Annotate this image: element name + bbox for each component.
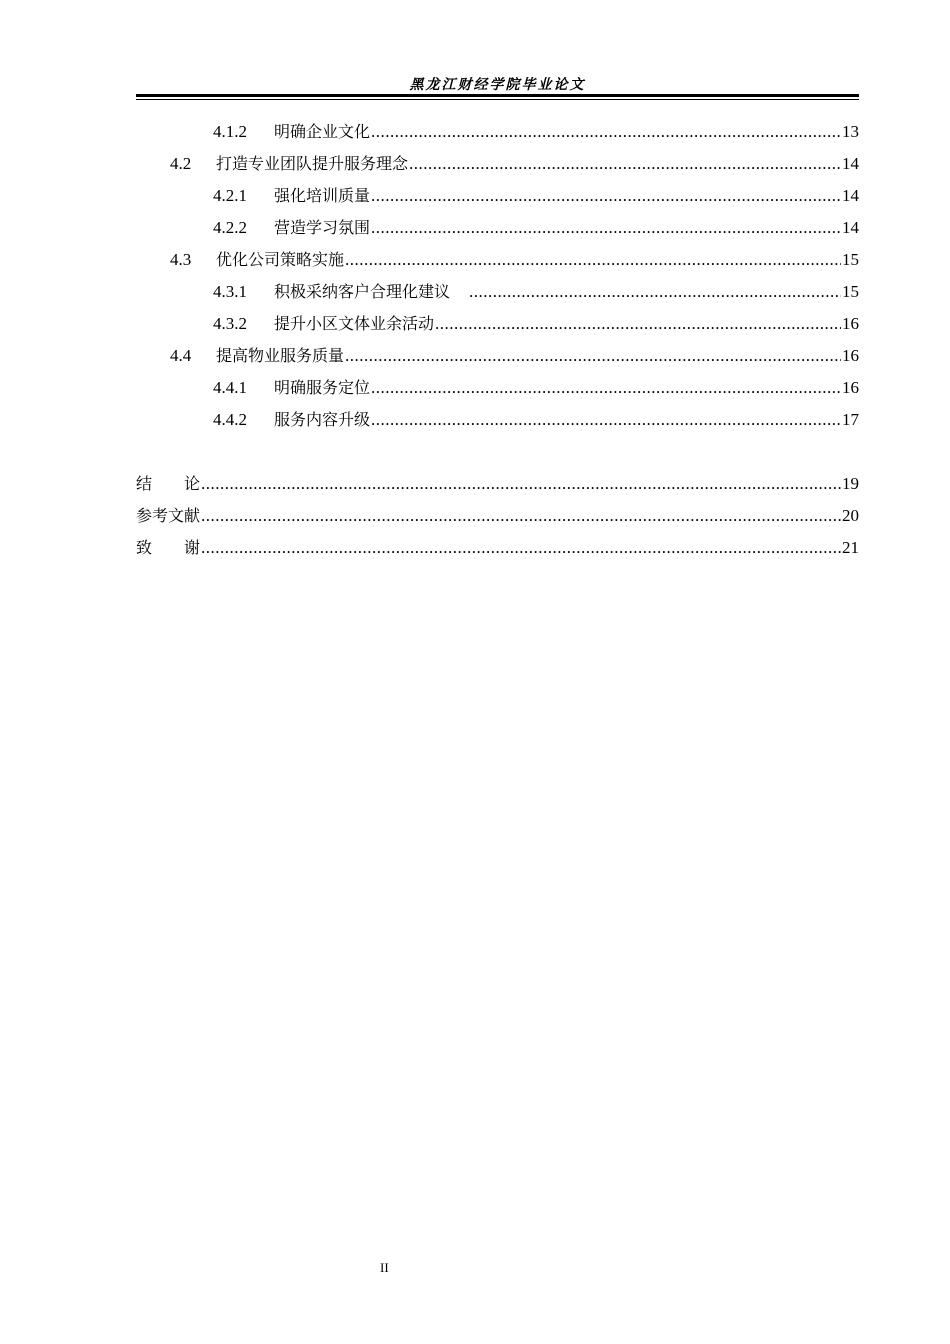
dot-leader	[201, 468, 841, 500]
toc-entry-title: 提高物业服务质量	[216, 346, 345, 365]
toc-entry-number: 4.3.1	[213, 282, 247, 301]
dot-leader	[371, 180, 841, 212]
toc-entry-page: 16	[842, 314, 859, 333]
toc-entry-4-3-2[interactable]	[136, 308, 859, 340]
toc-entry-number: 4.2.2	[213, 218, 247, 237]
toc-entry-4-2[interactable]	[136, 148, 859, 180]
toc-entry-number: 4.3.2	[213, 314, 247, 333]
toc-entry-title: 强化培训质量	[274, 186, 371, 205]
toc-entry-title: 明确服务定位	[274, 378, 371, 397]
header-rule-thick	[136, 94, 859, 97]
toc-entry-number: 4.1.2	[213, 122, 247, 141]
toc-entry-title: 打造专业团队提升服务理念	[216, 154, 409, 173]
dot-leader	[371, 212, 841, 244]
dot-leader	[201, 532, 841, 564]
dot-leader	[409, 148, 841, 180]
toc-entry-page: 19	[842, 474, 859, 493]
toc-entry-title: 提升小区文体业余活动	[274, 314, 435, 333]
toc-entry-title: 致 谢	[136, 538, 201, 557]
toc-entry-page: 14	[842, 218, 859, 237]
toc-entry-number: 4.2.1	[213, 186, 247, 205]
toc-entry-4-2-2[interactable]	[136, 212, 859, 244]
dot-leader	[435, 308, 841, 340]
toc-entry-number: 4.4.1	[213, 378, 247, 397]
toc-entry-4-1-2[interactable]	[136, 116, 859, 148]
toc-entry-page: 16	[842, 346, 859, 365]
dot-leader	[371, 372, 841, 404]
table-of-contents	[136, 116, 859, 564]
toc-entry-number: 4.3	[170, 250, 192, 269]
toc-entry-page: 17	[842, 410, 859, 429]
toc-entry-title: 结 论	[136, 474, 201, 493]
header-rule-thin	[136, 99, 859, 100]
dot-leader	[345, 340, 841, 372]
dot-leader	[201, 500, 841, 532]
toc-entry-title: 优化公司策略实施	[216, 250, 345, 269]
toc-spacer	[136, 436, 859, 468]
page-number: II	[380, 1260, 389, 1275]
toc-entry-page: 20	[842, 506, 859, 525]
toc-entry-references[interactable]	[136, 500, 859, 532]
toc-entry-conclusion[interactable]	[136, 468, 859, 500]
toc-entry-page: 16	[842, 378, 859, 397]
toc-entry-page: 15	[842, 282, 859, 301]
toc-entry-title: 积极采纳客户合理化建议	[274, 282, 451, 301]
dot-leader	[371, 404, 841, 436]
dot-leader	[469, 276, 841, 308]
running-header: 黑龙江财经学院毕业论文	[409, 77, 586, 93]
toc-entry-page: 14	[842, 154, 859, 173]
toc-entry-title: 服务内容升级	[274, 410, 371, 429]
toc-entry-title: 参考文献	[136, 506, 201, 525]
toc-entry-4-3-1[interactable]	[136, 276, 859, 308]
toc-entry-acknowledgements[interactable]	[136, 532, 859, 564]
toc-entry-page: 13	[842, 122, 859, 141]
toc-entry-4-4[interactable]	[136, 340, 859, 372]
toc-entry-title: 营造学习氛围	[274, 218, 371, 237]
toc-entry-4-3[interactable]	[136, 244, 859, 276]
dot-leader	[345, 244, 841, 276]
toc-entry-number: 4.4.2	[213, 410, 247, 429]
toc-entry-4-2-1[interactable]	[136, 180, 859, 212]
toc-entry-number: 4.2	[170, 154, 192, 173]
toc-entry-title: 明确企业文化	[274, 122, 371, 141]
toc-entry-4-4-1[interactable]	[136, 372, 859, 404]
toc-entry-number: 4.4	[170, 346, 192, 365]
toc-entry-page: 21	[842, 538, 859, 557]
dot-leader	[371, 116, 841, 148]
toc-entry-page: 14	[842, 186, 859, 205]
toc-entry-page: 15	[842, 250, 859, 269]
toc-entry-4-4-2[interactable]	[136, 404, 859, 436]
